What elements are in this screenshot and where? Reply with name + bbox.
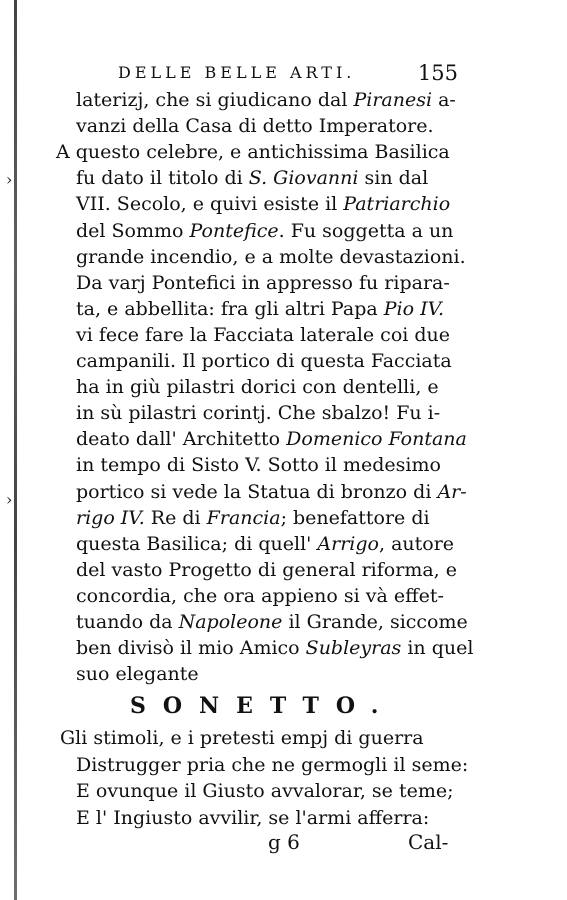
text-segment: ben divisò il mio Amico — [76, 637, 306, 660]
text-line — [76, 400, 440, 426]
text-segment: fu dato il titolo di — [76, 167, 249, 190]
text-line — [76, 244, 466, 270]
text-segment: in tempo di Sisto V. Sotto il medesimo — [76, 454, 441, 477]
text-segment: VII. Secolo, e quivi esiste il — [76, 193, 344, 216]
text-segment: ha in giù pilastri dorici con dentelli, e — [76, 376, 439, 399]
text-segment: , autore — [379, 532, 455, 555]
italic-text: Pio IV. — [383, 297, 445, 320]
italic-text: Francia — [206, 506, 281, 529]
text-line — [76, 374, 439, 400]
sonetto-title: SONETTO. — [130, 693, 396, 719]
text-line — [76, 583, 444, 609]
text-line — [76, 191, 450, 217]
text-segment: portico si vede la Statua di bronzo di — [76, 480, 438, 503]
text-segment: vanzi della Casa di detto Imperatore. — [76, 115, 434, 138]
italic-text: Subleyras — [305, 637, 402, 660]
text-segment: campanili. Il portico di questa Facciata — [76, 350, 452, 372]
text-line — [76, 452, 441, 478]
italic-text: Napoleone — [178, 611, 283, 633]
text-segment: in quel — [401, 637, 474, 660]
verse-line: E ovunque il Giusto avvalorar, se teme; — [76, 780, 454, 802]
text-line — [76, 609, 468, 635]
text-line — [76, 322, 450, 348]
signature-mark: g 6 — [268, 830, 300, 854]
page-number: 155 — [417, 61, 458, 85]
text-segment: Re di — [144, 506, 207, 529]
catchword: Cal- — [408, 830, 449, 854]
gutter-mark: › — [6, 490, 13, 509]
text-segment: deato dall' Architetto — [76, 428, 287, 451]
text-segment: Da varj Pontefici in appresso fu ripara- — [76, 271, 450, 294]
text-segment: concordia, che ora appieno si và effet- — [76, 584, 444, 607]
text-segment: tuando da — [76, 611, 179, 633]
text-line — [76, 635, 473, 661]
text-line — [76, 87, 456, 113]
page-footer — [0, 830, 567, 860]
text-segment: A questo celebre, e antichissima Basilica — [56, 141, 450, 164]
italic-text: Arrigo — [317, 532, 379, 555]
text-segment: ; benefattore di — [280, 506, 430, 529]
text-line — [76, 661, 199, 687]
text-segment: del Sommo — [76, 219, 190, 242]
text-line — [76, 218, 453, 244]
gutter-mark: › — [6, 170, 13, 189]
text-line — [76, 479, 467, 505]
text-line — [76, 557, 457, 583]
text-segment: laterizj, che si giudicano dal — [76, 89, 354, 111]
text-segment: a- — [432, 89, 456, 111]
text-line — [76, 296, 444, 322]
text-line — [56, 139, 450, 165]
italic-text: Pontefice — [189, 219, 279, 242]
text-segment: in sù pilastri corintj. Che sbalzo! Fu i- — [76, 402, 441, 425]
text-line — [76, 531, 454, 557]
text-line — [76, 348, 452, 374]
text-line — [76, 165, 428, 191]
verse-line: E l' Ingiusto avvilir, se l'armi afferra: — [76, 806, 430, 829]
italic-text: Piranesi — [353, 89, 433, 111]
text-segment: il Grande, siccome — [282, 611, 468, 633]
text-segment: . Fu soggetta a un — [278, 219, 454, 242]
text-segment: sin dal — [358, 167, 429, 190]
text-line — [76, 113, 434, 139]
text-line — [76, 505, 430, 531]
italic-text: Ar- — [437, 480, 467, 503]
running-head: DELLE BELLE ARTI. — [118, 63, 356, 82]
text-segment: vi fece fare la Facciata laterale coi due — [76, 323, 451, 346]
text-segment: suo elegante — [76, 663, 199, 686]
italic-text: S. Giovanni — [248, 167, 359, 190]
verse-line: Gli stimoli, e i pretesti empj di guerra — [60, 727, 424, 749]
italic-text: Patriarchio — [343, 193, 451, 216]
text-segment: grande incendio, e a molte devastazioni. — [76, 245, 466, 268]
text-line — [76, 426, 467, 452]
text-line — [76, 270, 450, 296]
page-header — [118, 63, 458, 85]
text-segment: questa Basilica; di quell' — [76, 532, 318, 555]
italic-text: rigo IV. — [76, 506, 145, 529]
page-gutter-edge — [14, 0, 17, 900]
text-segment: del vasto Progetto di general riforma, e — [76, 558, 457, 581]
verse-line: Distrugger pria che ne germogli il seme: — [76, 753, 469, 776]
italic-text: Domenico Fontana — [286, 428, 467, 451]
text-segment: ta, e abbellita: fra gli altri Papa — [76, 297, 384, 320]
